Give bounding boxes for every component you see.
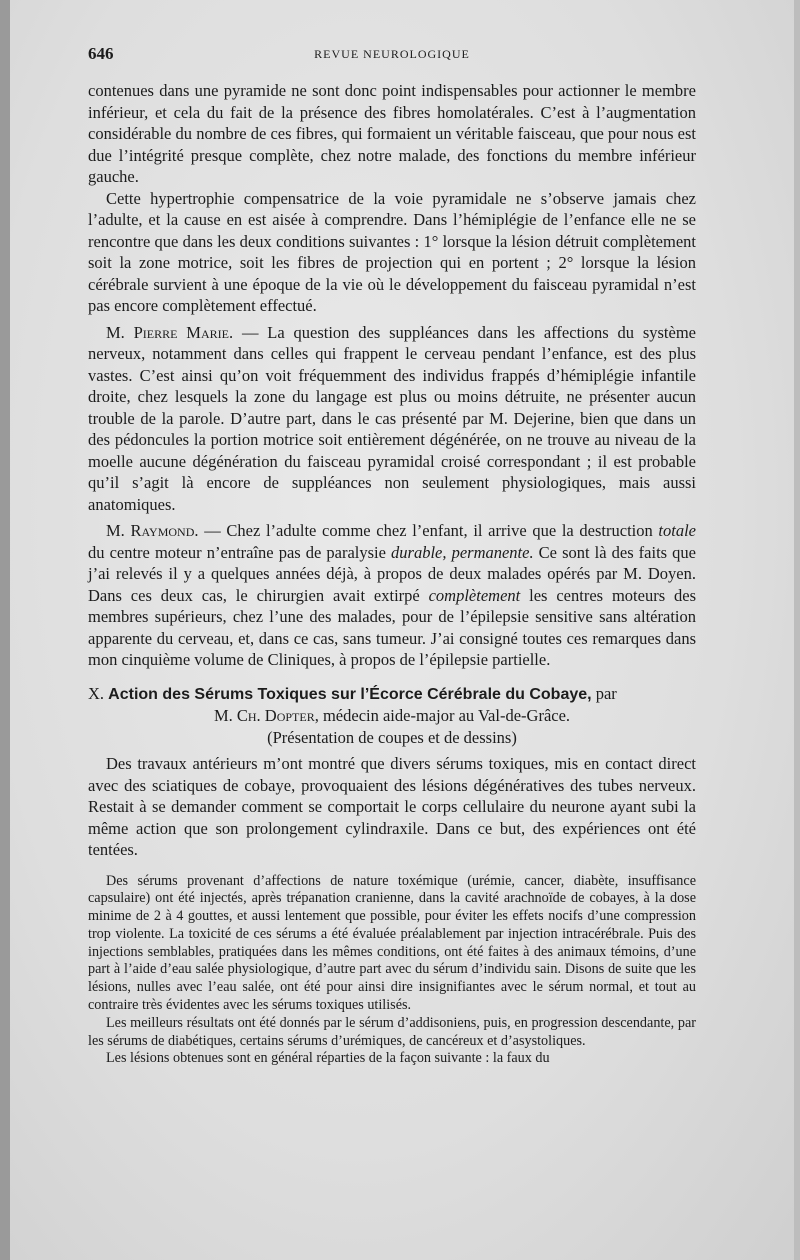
speaker-name: M. Raymond.: [106, 521, 199, 540]
author-prefix: M.: [213, 706, 237, 725]
running-head: [88, 44, 696, 66]
section-note: (Présentation de coupes et de dessins): [267, 727, 517, 747]
author-name: Ch. Dopter,: [236, 706, 319, 725]
small-paragraph: Les meilleurs résultats ont été donnés par le sérum d’addisoniens, puis, en progression descendante, par les sérums de diabétiques, certains sérums d’urémiques, de cancéreux et d’asystoliques.: [88, 1014, 696, 1049]
section-title: Action des Sérums Toxiques sur l’Écorce Cérébrale du Cobaye,: [108, 685, 592, 703]
paragraph-raymond: [88, 520, 696, 671]
scan-edge-right: [794, 0, 800, 1260]
journal-title: REVUE NEUROLOGIQUE: [314, 47, 470, 61]
small-paragraph: Des sérums provenant d’affections de nature toxémique (urémie, cancer, diabète, insuffisance capsulaire) ont été injectés, après trépanation cranienne, dans la cavité arachnoïde de cobayes, à la dose minime de 2 à 4 gouttes, et aussi lentement que possible, pour éviter les effets nocifs d’une compression trop violente. La toxicité de ces sérums a été évaluée préalablement par injection intracérébrale. Puis des injections semblables, pratiquées dans les mêmes conditions, ont été faites à des animaux témoins, d’une part à l’aide d’eau salée physiologique, d’autre part avec du sérum d’individu sain. Disons de suite que les lésions, nulles avec l’eau salée, ont été pour ainsi dire insignifiantes avec le sérum normal, et tout au contraire très évidentes avec les sérums toxiques utilisés.: [88, 872, 696, 1014]
paragraph-continuation: contenues dans une pyramide ne sont donc point indispensables pour actionner le membre inférieur, et cela du fait de la présence des fibres homolatérales. C’est à l’augmentation considérable du nombre de ces fibres, qui formaient un véritable faisceau, que pour nous est due l’intégrité presque complète, chez notre malade, des fonctions du membre inférieur gauche.: [88, 81, 696, 186]
author-role: médecin aide-major au Val-de-Grâce.: [318, 706, 571, 725]
body-text: [88, 80, 696, 1068]
main-text: [88, 80, 696, 861]
section-number: X.: [88, 683, 105, 703]
speaker-remarks: — La question des suppléances dans les affections du système nerveux, notamment dans celles qui frappent le cerveau pendant l’enfance, est des plus vastes. C’est ainsi qu’on voit fréquemment des individus frappés d’hémiplégie infantile droite, chez lesquels la zone du langage est plus ou moins détruite, ne présenter aucun trouble de la parole. D’autre part, dans le cas présenté par M. Dejerine, bien que dans un des pédoncules la portion motrice soit entièrement dégénérée, on ne trouve au niveau de la moelle aucune dégénération du faisceau pyramidal croisé correspondant ; il est probable qu’il s’agit là encore de suppléances non seulement physiologiques, mais aussi anatomiques.: [88, 322, 696, 514]
emphasis-text: durable, permanente.: [391, 542, 534, 562]
remark-text: les centres moteurs des membres supérieurs, chez l’une des malades, pour de l’épilepsie sensitive sans altération apparente du cerveau, et, dans ce cas, sans tumeur. J’ai consigné toutes ces remarques dans mon cinquième volume de Cliniques, à propos de l’épilepsie partielle.: [88, 585, 696, 669]
remark-text: — Chez l’adulte comme chez l’enfant, il arrive que la destruction: [198, 521, 659, 540]
section-heading: [88, 683, 696, 706]
emphasis-text: complètement: [428, 585, 521, 605]
paragraph-hypertrophy: Cette hypertrophie compensatrice de la voie pyramidale ne s’observe jamais chez l’adulte, et la cause en est aisée à comprendre. Dans l’hémiplégie de l’enfance elle ne se rencontre que dans les deux conditions suivantes : 1° lorsque la lésion détruit complètement soit la zone motrice, soit les fibres de projection qui en portent ; 2° lorsque la lésion cérébrale survient à une époque de la vie où le développement du faisceau pyramidal n’est pas encore complètement effectué.: [88, 188, 696, 315]
page-number: 646: [88, 44, 114, 63]
small-paragraph: Les lésions obtenues sont en général réparties de la façon suivante : la faux du: [106, 1050, 550, 1067]
section-author: [88, 705, 696, 727]
paragraph-pierre-marie: [88, 322, 696, 516]
section-par: par: [591, 683, 617, 703]
remark-text: Ce sont là des faits que j’ai relevés il y a quelques années déjà, à propos de deux malades opérés par M. Doyen. Dans ces deux cas, le chirurgien avait extirpé: [88, 542, 696, 605]
emphasis-text: totale: [658, 521, 696, 540]
speaker-name: M. Pierre Marie.: [106, 322, 234, 342]
remark-text: du centre moteur n’entraîne pas de paralysie: [88, 542, 392, 562]
scan-edge-left: [0, 0, 10, 1260]
small-print: [88, 873, 696, 1069]
paragraph-prior-work: Des travaux antérieurs m’ont montré que divers sérums toxiques, mis en contact direct avec des sciatiques de cobaye, provoquaient des lésions dégénératives des tubes nerveux. Restait à se demander comment se comportait le corps cellulaire du neurone ayant subi la même action que son prolongement cylindraxile. Dans ce but, des expériences ont été tentées.: [88, 754, 696, 859]
